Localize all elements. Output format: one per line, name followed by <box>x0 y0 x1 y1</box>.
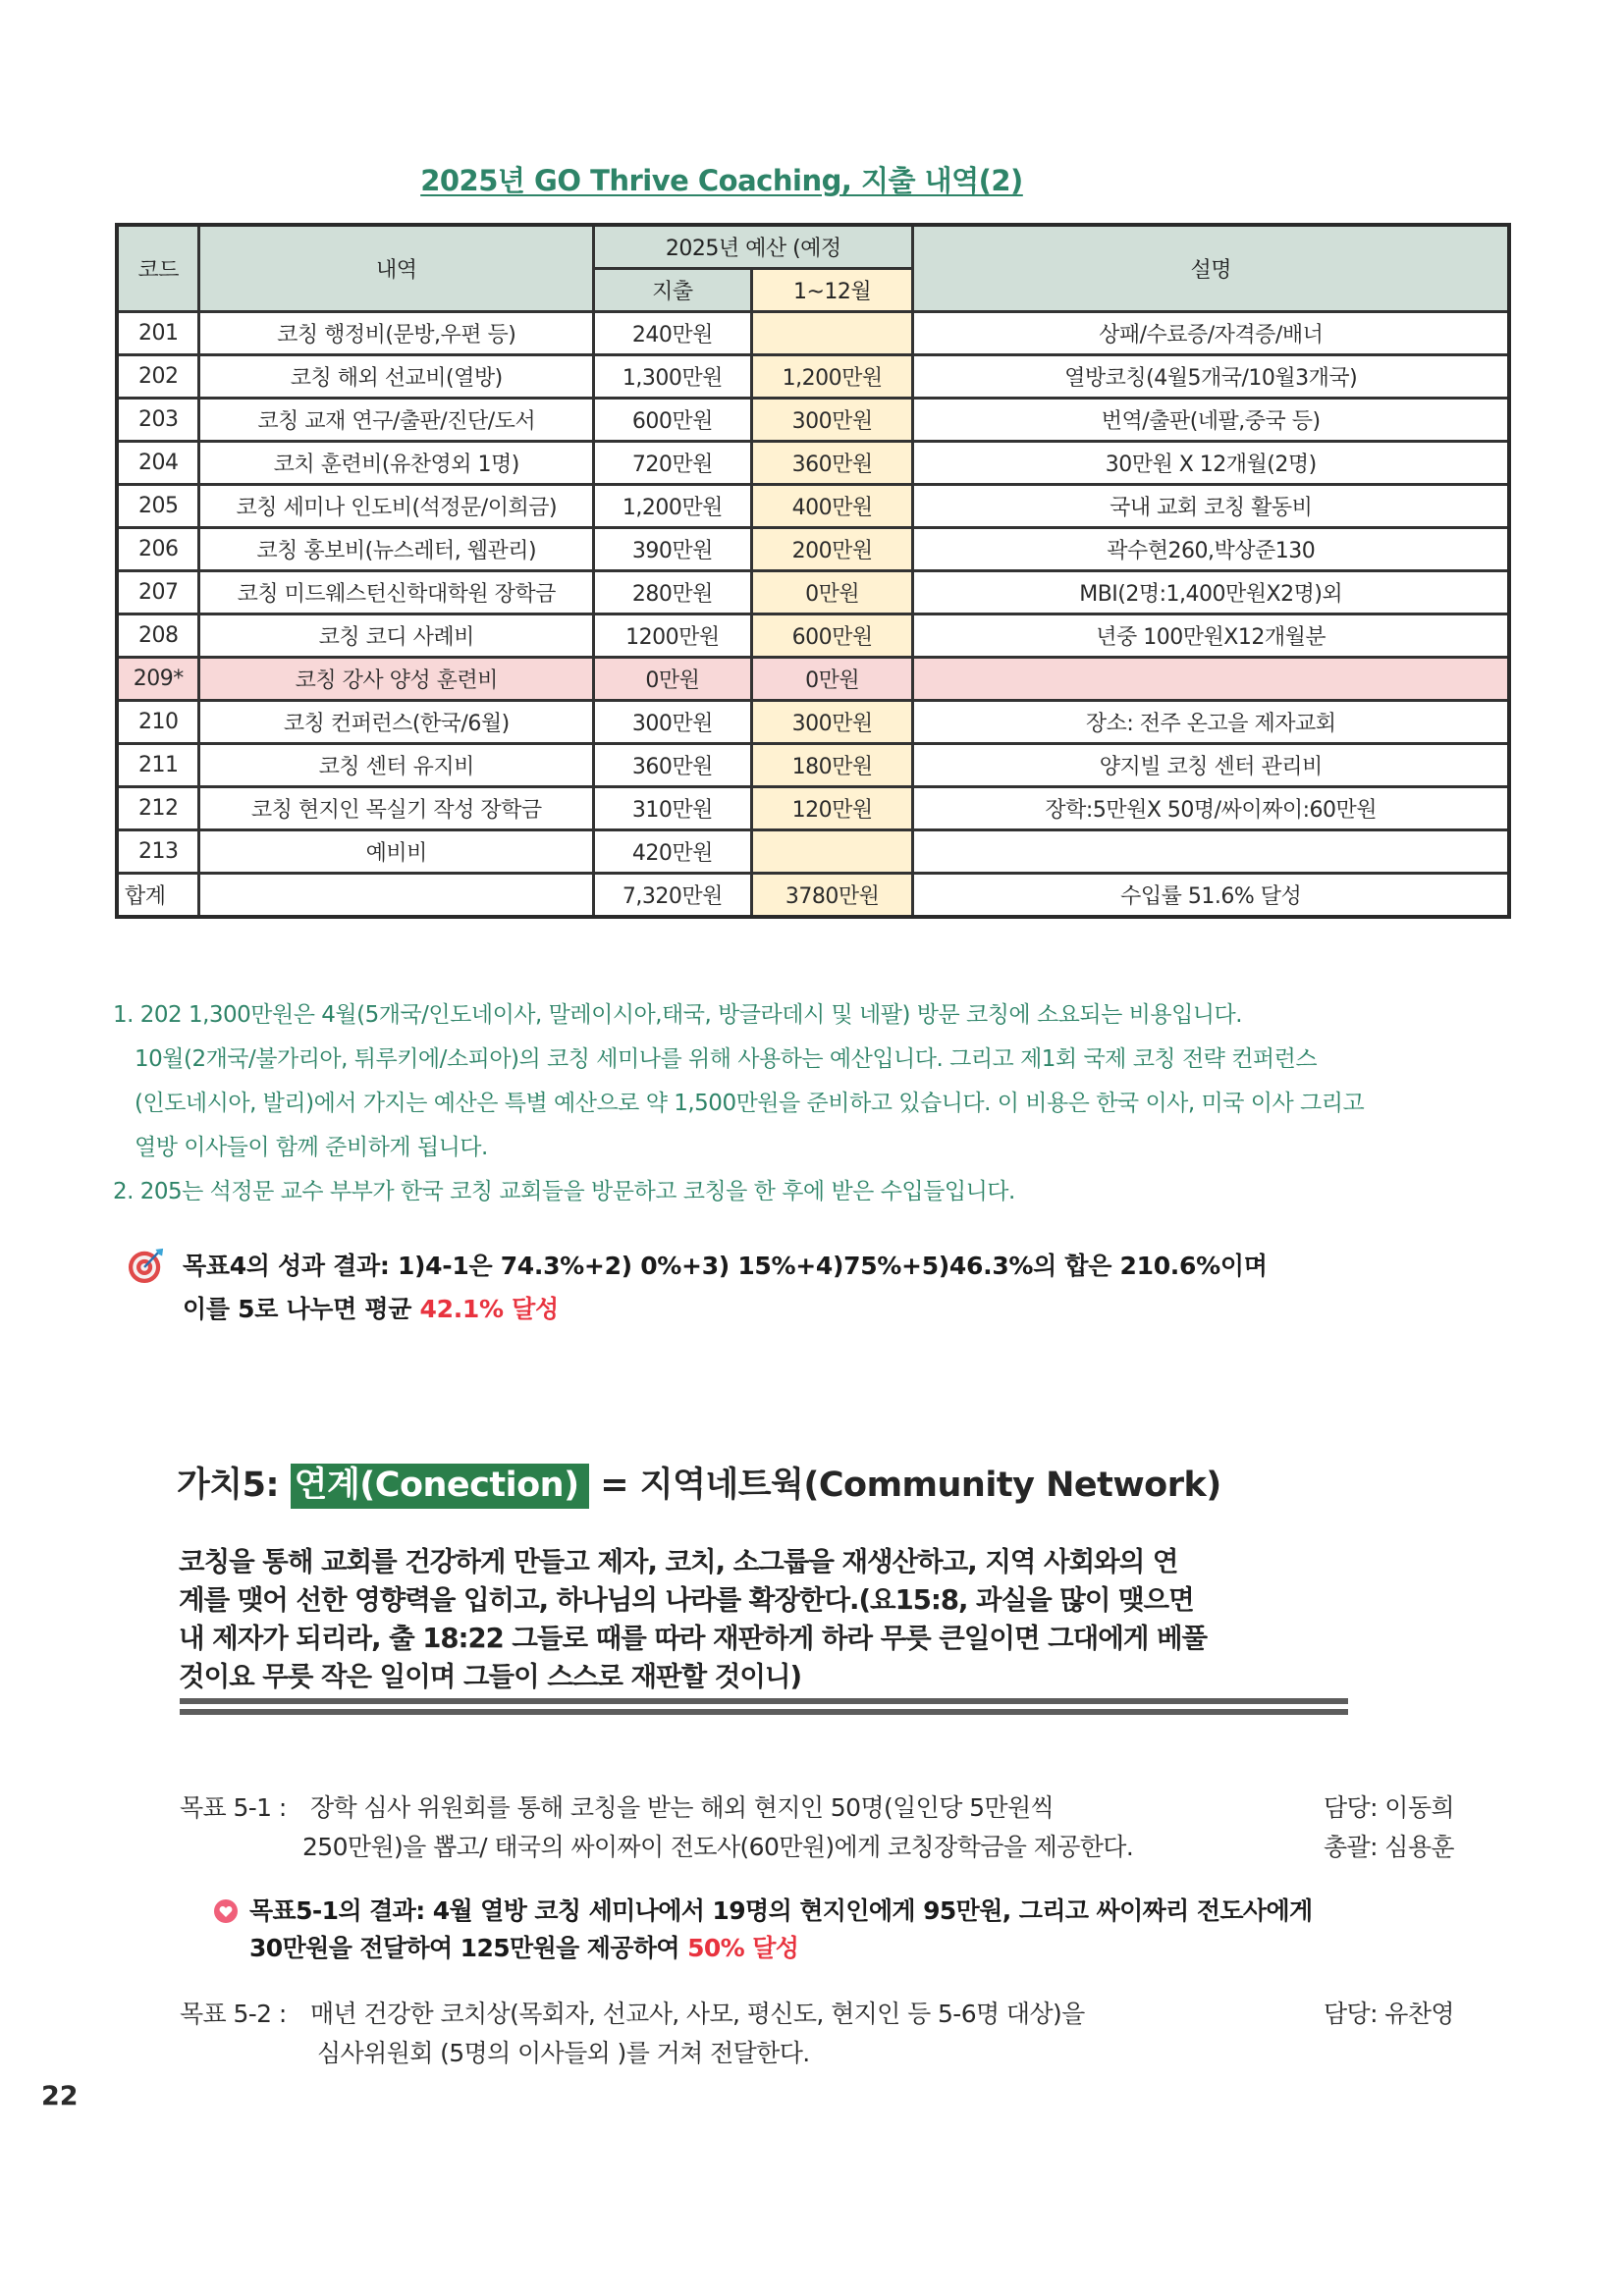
table-row <box>117 830 1509 874</box>
goal-5-1-result <box>214 1893 1490 1967</box>
value5-desc-line: 내 제자가 되리라, 출 18:22 그들로 때를 따라 재판하게 하라 무릇 큰일이면 그대에게 베풀 <box>179 1623 1208 1654</box>
cell-code: 210 <box>117 701 199 744</box>
note-1-cont-b: (인도네시아, 발리)에서 가지는 예산은 특별 예산으로 약 1,500만원을 준비하고 있습니다. 이 비용은 한국 이사, 미국 이사 그리고 <box>135 1091 1365 1116</box>
cell-expense: 0만원 <box>594 658 752 701</box>
cell-months: 1,200만원 <box>751 355 913 399</box>
goal-5-2-line2: 심사위원회 (5명의 이사들외 )를 거쳐 전달한다. <box>317 2039 810 2067</box>
header-item: 내역 <box>199 225 594 312</box>
cell-expense: 390만원 <box>594 528 752 571</box>
goal-5-2 <box>180 1995 1476 2073</box>
cell-expense: 280만원 <box>594 571 752 614</box>
note-1-cont-a: 10월(2개국/불가리아, 튀루키에/소피아)의 코칭 세미나를 위해 사용하는 예산입니다. 그리고 제1회 국제 코칭 전략 컨퍼런스 <box>135 1046 1318 1072</box>
cell-code: 202 <box>117 355 199 399</box>
cell-code: 211 <box>117 744 199 787</box>
cell-item: 코칭 행정비(문방,우편 등) <box>199 312 594 355</box>
cell-expense: 300만원 <box>594 701 752 744</box>
budget-notes <box>113 993 1527 1214</box>
cell-months: 360만원 <box>751 442 913 485</box>
table-row <box>117 442 1509 485</box>
cell-months: 200만원 <box>751 528 913 571</box>
cell-code: 209* <box>117 658 199 701</box>
table-row <box>117 399 1509 442</box>
goal-5-1 <box>180 1789 1476 1867</box>
cell-expense: 1200만원 <box>594 614 752 658</box>
cell-description: 곽수현260,박상준130 <box>913 528 1509 571</box>
goal-5-2-label: 목표 5-2 : <box>180 2000 287 2028</box>
goal-5-1-achievement: 50% 달성 <box>687 1934 799 1962</box>
cell-expense: 420만원 <box>594 830 752 874</box>
cell-expense: 240만원 <box>594 312 752 355</box>
table-row <box>117 658 1509 701</box>
cell-months <box>751 312 913 355</box>
cell-months: 3780만원 <box>751 874 913 918</box>
header-budget-group: 2025년 예산 (예정 <box>594 225 913 269</box>
cell-description <box>913 658 1509 701</box>
cell-expense: 1,300만원 <box>594 355 752 399</box>
header-months: 1~12월 <box>751 269 913 312</box>
goal-5-1-supervisor: 총괄: 심용훈 <box>1324 1833 1454 1861</box>
cell-description: 수입률 51.6% 달성 <box>913 874 1509 918</box>
table-row <box>117 787 1509 830</box>
cell-expense: 360만원 <box>594 744 752 787</box>
table-row <box>117 312 1509 355</box>
cell-expense: 600만원 <box>594 399 752 442</box>
table-row <box>117 571 1509 614</box>
table-row <box>117 528 1509 571</box>
cell-code: 203 <box>117 399 199 442</box>
cell-description: MBI(2명:1,400만원X2명)외 <box>913 571 1509 614</box>
header-expense: 지출 <box>594 269 752 312</box>
cell-expense: 720만원 <box>594 442 752 485</box>
cell-code: 212 <box>117 787 199 830</box>
cell-code: 합계 <box>117 874 199 918</box>
value5-desc-line: 코칭을 통해 교회를 건강하게 만들고 제자, 코치, 소그룹을 재생산하고, 지역 사회와의 연 <box>179 1546 1178 1577</box>
goal4-result <box>128 1245 1404 1331</box>
cell-description: 장학:5만원X 50명/싸이짜이:60만원 <box>913 787 1509 830</box>
cell-months <box>751 830 913 874</box>
cell-item: 코칭 홍보비(뉴스레터, 웹관리) <box>199 528 594 571</box>
cell-item: 코칭 센터 유지비 <box>199 744 594 787</box>
goal-5-2-line1: 매년 건강한 코치상(목회자, 선교사, 사모, 평신도, 현지인 등 5-6명 대상)을 <box>310 2000 1085 2028</box>
cell-item: 코칭 해외 선교비(열방) <box>199 355 594 399</box>
table-row <box>117 614 1509 658</box>
goal-5-1-line1: 장학 심사 위원회를 통해 코칭을 받는 해외 현지인 50명(일인당 5만원씩 <box>310 1793 1055 1822</box>
cell-months: 0만원 <box>751 571 913 614</box>
cell-item: 코칭 교재 연구/출판/진단/도서 <box>199 399 594 442</box>
cell-expense: 1,200만원 <box>594 485 752 528</box>
cell-item: 코치 훈련비(유찬영외 1명) <box>199 442 594 485</box>
divider <box>180 1709 1348 1715</box>
table-row <box>117 485 1509 528</box>
cell-item: 코칭 세미나 인도비(석정문/이희금) <box>199 485 594 528</box>
header-code: 코드 <box>117 225 199 312</box>
goal-5-1-label: 목표 5-1 : <box>180 1793 287 1822</box>
goal-5-1-result-line2: 30만원을 전달하여 125만원을 제공하여 <box>249 1934 688 1962</box>
cell-months: 0만원 <box>751 658 913 701</box>
page-number: 22 <box>41 2081 79 2111</box>
goal4-line1: 목표4의 성과 결과: 1)4-1은 74.3%+2) 0%+3) 15%+4)75%+5)46.3%의 합은 210.6%이며 <box>183 1252 1268 1280</box>
value5-suffix: = 지역네트웍(Community Network) <box>588 1466 1221 1505</box>
value5-highlight: 연계(Conection) <box>291 1464 589 1509</box>
cell-item: 코칭 미드웨스턴신학대학원 장학금 <box>199 571 594 614</box>
cell-code: 208 <box>117 614 199 658</box>
cell-expense: 7,320만원 <box>594 874 752 918</box>
goal-5-2-owner: 담당: 유찬영 <box>1324 2000 1454 2028</box>
cell-code: 207 <box>117 571 199 614</box>
goal-5-1-owner: 담당: 이동희 <box>1324 1793 1454 1822</box>
value5-prefix: 가치5: <box>177 1466 291 1505</box>
cell-description: 국내 교회 코칭 활동비 <box>913 485 1509 528</box>
cell-months: 300만원 <box>751 701 913 744</box>
note-2: 2. 205는 석정문 교수 부부가 한국 코칭 교회들을 방문하고 코칭을 한 후에 받은 수입들입니다. <box>113 1179 1015 1204</box>
header-description: 설명 <box>913 225 1509 312</box>
note-1-cont-c: 열방 이사들이 함께 준비하게 됩니다. <box>135 1135 488 1160</box>
cell-description: 30만원 X 12개월(2명) <box>913 442 1509 485</box>
cell-code: 206 <box>117 528 199 571</box>
heart-icon <box>214 1899 238 1923</box>
cell-months: 180만원 <box>751 744 913 787</box>
value5-desc-line: 계를 맺어 선한 영향력을 입히고, 하나님의 나라를 확장한다.(요15:8, 과실을 많이 맺으면 <box>179 1584 1194 1616</box>
goal4-line2: 이를 5로 나누면 평균 <box>183 1295 420 1323</box>
cell-description: 양지빌 코칭 센터 관리비 <box>913 744 1509 787</box>
value5-desc-line: 것이요 무릇 작은 일이며 그들이 스스로 재판할 것이니) <box>179 1661 802 1692</box>
goal4-achievement: 42.1% 달성 <box>419 1295 559 1323</box>
divider <box>180 1698 1348 1704</box>
cell-months: 400만원 <box>751 485 913 528</box>
cell-months: 300만원 <box>751 399 913 442</box>
cell-item: 예비비 <box>199 830 594 874</box>
cell-description: 년중 100만원X12개월분 <box>913 614 1509 658</box>
target-dart-icon <box>128 1247 165 1284</box>
cell-description: 번역/출판(네팔,중국 등) <box>913 399 1509 442</box>
table-row <box>117 355 1509 399</box>
page-title: 2025년 GO Thrive Coaching, 지출 내역(2) <box>420 164 1023 197</box>
table-row <box>117 701 1509 744</box>
table-total-row <box>117 874 1509 918</box>
cell-code: 204 <box>117 442 199 485</box>
cell-code: 201 <box>117 312 199 355</box>
cell-description: 상패/수료증/자격증/배너 <box>913 312 1509 355</box>
cell-item: 코칭 강사 양성 훈련비 <box>199 658 594 701</box>
cell-months: 120만원 <box>751 787 913 830</box>
cell-item: 코칭 컨퍼런스(한국/6월) <box>199 701 594 744</box>
cell-months: 600만원 <box>751 614 913 658</box>
cell-item <box>199 874 594 918</box>
cell-code: 205 <box>117 485 199 528</box>
value5-description <box>179 1543 1357 1696</box>
goal-5-1-line2: 250만원)을 뽑고/ 태국의 싸이짜이 전도사(60만원)에게 코칭장학금을 제공한다. <box>302 1833 1134 1861</box>
budget-table <box>115 223 1511 919</box>
value5-heading <box>177 1458 1221 1507</box>
cell-description: 열방코칭(4월5개국/10월3개국) <box>913 355 1509 399</box>
note-1: 1. 202 1,300만원은 4월(5개국/인도네이사, 말레이시아,태국, 방글라데시 및 네팔) 방문 코칭에 소요되는 비용입니다. <box>113 1002 1243 1028</box>
cell-description: 장소: 전주 온고을 제자교회 <box>913 701 1509 744</box>
table-row <box>117 744 1509 787</box>
cell-item: 코칭 현지인 목실기 작성 장학금 <box>199 787 594 830</box>
goal-5-1-result-line1: 목표5-1의 결과: 4월 열방 코칭 세미나에서 19명의 현지인에게 95만원, 그리고 싸이짜리 전도사에게 <box>249 1896 1313 1925</box>
cell-item: 코칭 코디 사례비 <box>199 614 594 658</box>
cell-description <box>913 830 1509 874</box>
cell-expense: 310만원 <box>594 787 752 830</box>
cell-code: 213 <box>117 830 199 874</box>
